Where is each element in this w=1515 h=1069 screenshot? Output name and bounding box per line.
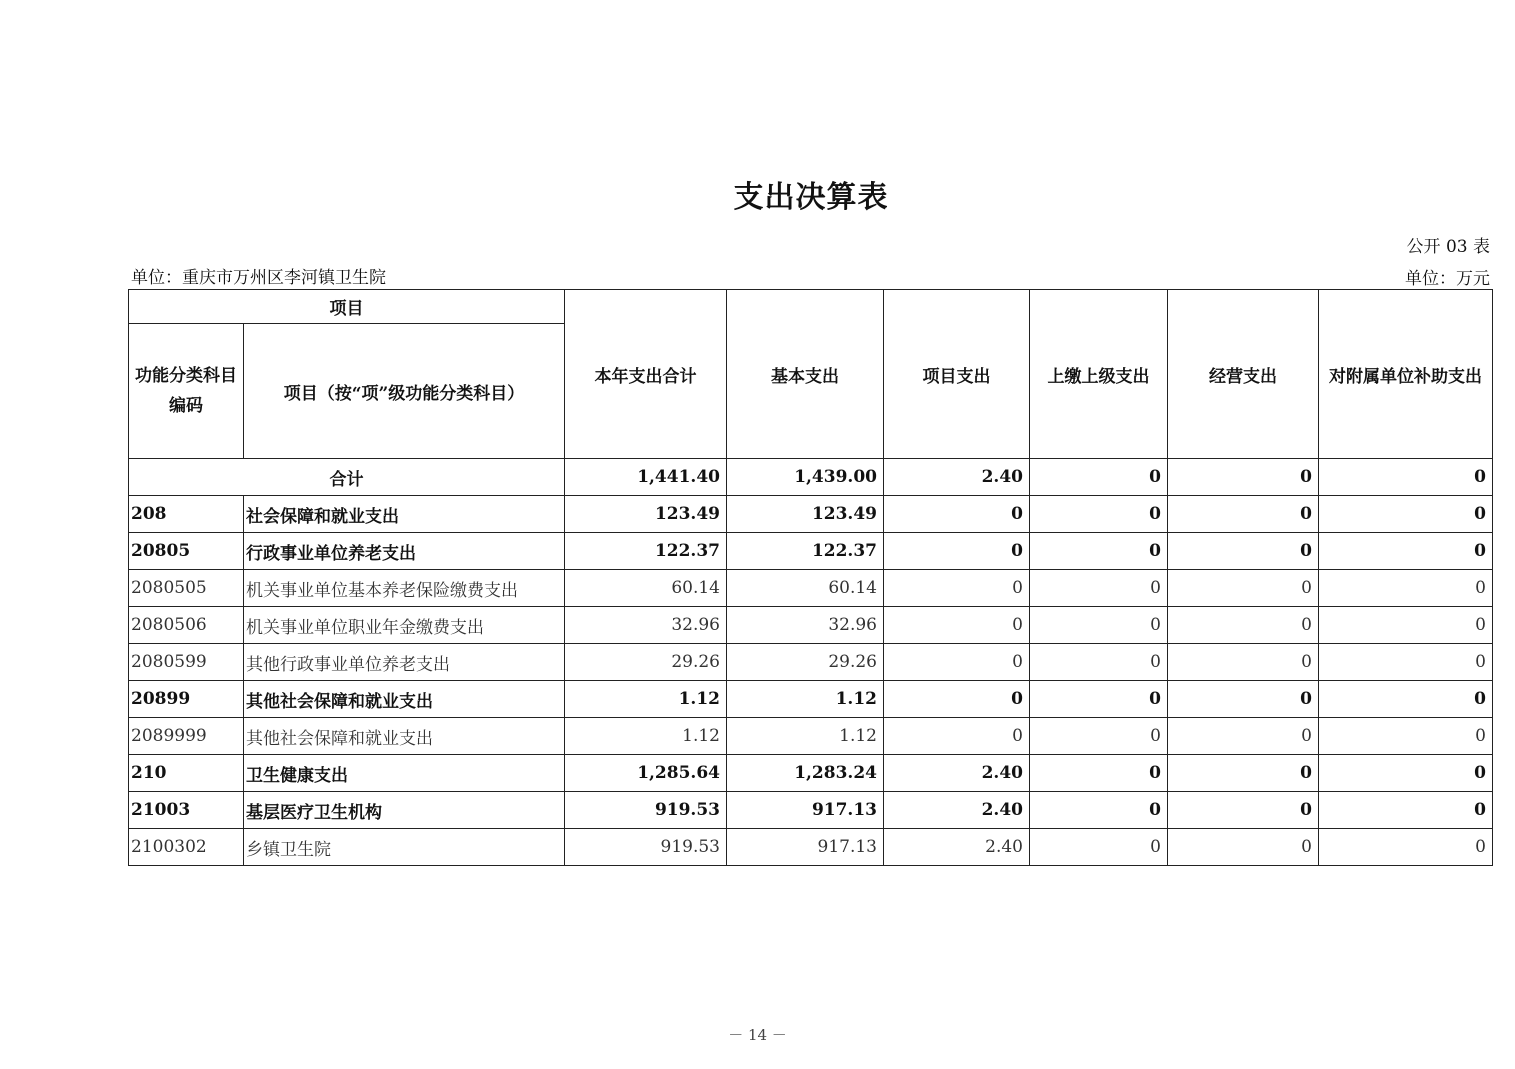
- row-name: 机关事业单位基本养老保险缴费支出: [244, 570, 565, 607]
- row-business: 0: [1168, 681, 1319, 718]
- row-name: 社会保障和就业支出: [244, 496, 565, 533]
- row-code: 21003: [129, 792, 244, 829]
- header-item-group: 项目: [129, 290, 565, 324]
- row-basic: 29.26: [727, 644, 884, 681]
- row-project: 0: [884, 718, 1030, 755]
- table-row: [129, 533, 1493, 570]
- row-subsidy: 0: [1319, 570, 1493, 607]
- page-title: 支出决算表: [733, 180, 889, 215]
- row-basic: 917.13: [727, 792, 884, 829]
- row-basic: 123.49: [727, 496, 884, 533]
- row-code: 20899: [129, 681, 244, 718]
- row-name: 基层医疗卫生机构: [244, 792, 565, 829]
- row-total: 919.53: [565, 792, 727, 829]
- row-total: 1,285.64: [565, 755, 727, 792]
- total-upper: 0: [1030, 459, 1168, 496]
- row-code: 210: [129, 755, 244, 792]
- expenditure-table: [128, 289, 1493, 866]
- table-row: [129, 496, 1493, 533]
- header-code: 功能分类科目编码: [129, 324, 244, 459]
- row-subsidy: 0: [1319, 829, 1493, 866]
- row-business: 0: [1168, 829, 1319, 866]
- row-code: 2089999: [129, 718, 244, 755]
- row-subsidy: 0: [1319, 644, 1493, 681]
- unit-organization: 单位：重庆市万州区李河镇卫生院: [131, 268, 386, 288]
- total-business: 0: [1168, 459, 1319, 496]
- row-code: 208: [129, 496, 244, 533]
- row-code: 2080599: [129, 644, 244, 681]
- row-upper: 0: [1030, 570, 1168, 607]
- row-project: 0: [884, 496, 1030, 533]
- header-project: 项目支出: [884, 290, 1030, 459]
- row-basic: 917.13: [727, 829, 884, 866]
- row-total: 60.14: [565, 570, 727, 607]
- row-subsidy: 0: [1319, 607, 1493, 644]
- row-name: 机关事业单位职业年金缴费支出: [244, 607, 565, 644]
- row-total: 122.37: [565, 533, 727, 570]
- row-name: 行政事业单位养老支出: [244, 533, 565, 570]
- row-subsidy: 0: [1319, 533, 1493, 570]
- form-number: 公开 03 表: [1406, 237, 1490, 257]
- row-project: 0: [884, 681, 1030, 718]
- row-subsidy: 0: [1319, 755, 1493, 792]
- row-total: 1.12: [565, 718, 727, 755]
- total-total: 1,441.40: [565, 459, 727, 496]
- row-project: 0: [884, 607, 1030, 644]
- row-upper: 0: [1030, 607, 1168, 644]
- row-code: 2080506: [129, 607, 244, 644]
- total-row: [129, 459, 1493, 496]
- table-row: [129, 829, 1493, 866]
- row-business: 0: [1168, 496, 1319, 533]
- row-basic: 60.14: [727, 570, 884, 607]
- row-upper: 0: [1030, 829, 1168, 866]
- row-project: 2.40: [884, 792, 1030, 829]
- row-basic: 1.12: [727, 681, 884, 718]
- header-business: 经营支出: [1168, 290, 1319, 459]
- row-project: 0: [884, 644, 1030, 681]
- row-subsidy: 0: [1319, 718, 1493, 755]
- row-upper: 0: [1030, 718, 1168, 755]
- row-basic: 1.12: [727, 718, 884, 755]
- row-business: 0: [1168, 533, 1319, 570]
- row-name: 乡镇卫生院: [244, 829, 565, 866]
- table-row: [129, 570, 1493, 607]
- row-name: 其他社会保障和就业支出: [244, 718, 565, 755]
- table-row: [129, 681, 1493, 718]
- header-subsidy: 对附属单位补助支出: [1319, 290, 1493, 459]
- row-code: 2100302: [129, 829, 244, 866]
- row-upper: 0: [1030, 755, 1168, 792]
- row-total: 123.49: [565, 496, 727, 533]
- row-basic: 1,283.24: [727, 755, 884, 792]
- table-row: [129, 644, 1493, 681]
- header-name: 项目（按“项”级功能分类科目）: [244, 324, 565, 459]
- row-upper: 0: [1030, 792, 1168, 829]
- row-business: 0: [1168, 718, 1319, 755]
- row-upper: 0: [1030, 533, 1168, 570]
- row-subsidy: 0: [1319, 792, 1493, 829]
- row-business: 0: [1168, 644, 1319, 681]
- row-project: 0: [884, 533, 1030, 570]
- row-business: 0: [1168, 570, 1319, 607]
- row-business: 0: [1168, 607, 1319, 644]
- row-total: 1.12: [565, 681, 727, 718]
- row-subsidy: 0: [1319, 496, 1493, 533]
- row-name: 卫生健康支出: [244, 755, 565, 792]
- header-basic: 基本支出: [727, 290, 884, 459]
- row-upper: 0: [1030, 496, 1168, 533]
- row-name: 其他行政事业单位养老支出: [244, 644, 565, 681]
- row-project: 2.40: [884, 829, 1030, 866]
- row-total: 32.96: [565, 607, 727, 644]
- row-upper: 0: [1030, 681, 1168, 718]
- header-upper: 上缴上级支出: [1030, 290, 1168, 459]
- row-total: 29.26: [565, 644, 727, 681]
- table-row: [129, 792, 1493, 829]
- row-project: 2.40: [884, 755, 1030, 792]
- row-business: 0: [1168, 792, 1319, 829]
- row-code: 2080505: [129, 570, 244, 607]
- total-subsidy: 0: [1319, 459, 1493, 496]
- total-label: 合计: [129, 459, 565, 496]
- row-business: 0: [1168, 755, 1319, 792]
- row-total: 919.53: [565, 829, 727, 866]
- row-name: 其他社会保障和就业支出: [244, 681, 565, 718]
- row-basic: 122.37: [727, 533, 884, 570]
- row-subsidy: 0: [1319, 681, 1493, 718]
- total-basic: 1,439.00: [727, 459, 884, 496]
- table-row: [129, 718, 1493, 755]
- row-project: 0: [884, 570, 1030, 607]
- page-number: － 14 －: [728, 1026, 787, 1044]
- row-code: 20805: [129, 533, 244, 570]
- row-basic: 32.96: [727, 607, 884, 644]
- table-row: [129, 755, 1493, 792]
- table-row: [129, 607, 1493, 644]
- header-total: 本年支出合计: [565, 290, 727, 459]
- unit-currency: 单位：万元: [1405, 269, 1490, 289]
- row-upper: 0: [1030, 644, 1168, 681]
- total-project: 2.40: [884, 459, 1030, 496]
